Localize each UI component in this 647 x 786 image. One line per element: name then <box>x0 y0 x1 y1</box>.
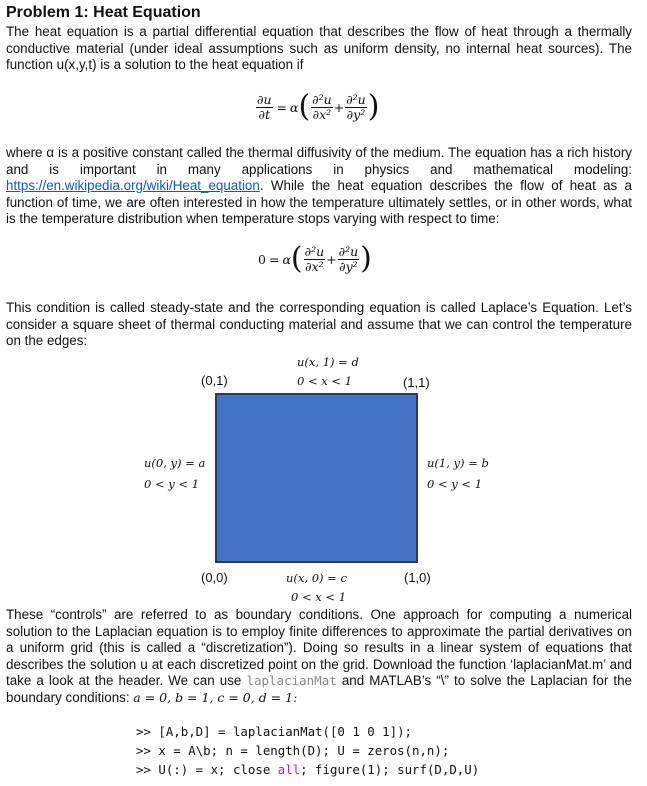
eq2-equals: = <box>268 251 280 267</box>
heat-equation <box>255 89 380 124</box>
p2-before-link: where α is a positive constant called the thermal diffusivity of the medium. The equation has a rich history and is important in many applications in physics and mathematical modeling: <box>6 145 632 177</box>
eq2-open-paren: ( <box>290 241 303 276</box>
code-line-3-b: ; figure(1); surf(D,D,U) <box>300 762 480 777</box>
eq1-term2-num: ∂²u <box>346 91 366 107</box>
diffusivity-paragraph <box>6 145 632 228</box>
right-boundary-range: 0 < y < 1 <box>427 477 483 491</box>
eq1-alpha: α <box>290 99 299 115</box>
eq2-term1-num: ∂²u <box>304 243 325 259</box>
p4-text: These “controls” are referred to as boundary conditions. One approach for computing a numerical solution to the Laplacian equation is to employ finite differences to approximate the partial derivatives on a uniform grid (this is called a “discretization”). Doing so results in a linear system of equations that describes the solution u at each discretized point on the grid. Download the function ‘laplacianMat.m’ and take a look at the header. We can use <box>6 607 632 689</box>
eq2-lhs: 0 <box>258 251 266 267</box>
code-keyword-all: all <box>277 762 301 777</box>
wikipedia-link[interactable]: https://en.wikipedia.org/wiki/Heat_equation <box>6 178 260 194</box>
steady-state-paragraph: This condition is called steady-state and the corresponding equation is called Laplace’s Equation. Let’s consider a square sheet of thermal conducting material and assume that we can control the temperature on the edges: <box>6 300 632 349</box>
eq1-term1-den: ∂x² <box>312 106 332 122</box>
code-line-3-a: >> U(:) = x; close <box>136 762 278 777</box>
eq2-term1 <box>304 245 326 274</box>
top-boundary-range: 0 < x < 1 <box>297 374 353 388</box>
p4-conditions: a = 0, b = 1, c = 0, d = 1: <box>133 689 298 705</box>
eq1-close-paren: ) <box>367 89 380 124</box>
code-line-2: >> x = A\b; n = length(D); U = zeros(n,n); <box>136 743 450 758</box>
eq1-term1-num: ∂²u <box>312 91 332 107</box>
eq2-plus: + <box>326 251 337 267</box>
laplacianmat-inline-code: laplacianMat <box>246 673 337 689</box>
eq2-close-paren: ) <box>360 241 372 276</box>
conducting-sheet <box>215 393 418 563</box>
eq1-open-paren: ( <box>298 89 311 124</box>
eq1-term2-den: ∂y² <box>346 106 366 122</box>
eq2-alpha: α <box>282 251 291 267</box>
p2-after-link: . While the heat equation describes the flow of heat as a function of time, we are often interested in how the temperature ultimately settles, or in other words, what is the temperature distribution when temperature stops varying with respect to time: <box>6 178 632 227</box>
eq1-equals: = <box>276 99 287 115</box>
eq1-lhs-num: ∂u <box>257 91 272 107</box>
right-boundary-condition: u(1, y) = b <box>427 456 489 470</box>
intro-paragraph: The heat equation is a partial differential equation that describes the flow of heat through a thermally conductive material (under ideal assumptions such as uniform density, no internal heat sources). The function u(x,y,t) is a solution to the heat equation if <box>6 24 632 73</box>
boundary-conditions-paragraph <box>6 607 632 707</box>
left-boundary-condition: u(0, y) = a <box>144 456 206 470</box>
eq1-plus: + <box>333 99 345 115</box>
eq2-term2 <box>338 245 360 274</box>
corner-bottom-right: (1,0) <box>404 570 431 585</box>
eq1-lhs-fraction <box>256 93 273 122</box>
problem-title: Problem 1: Heat Equation <box>6 4 201 21</box>
left-boundary-range: 0 < y < 1 <box>144 477 200 491</box>
bottom-boundary-range: 0 < x < 1 <box>291 590 347 604</box>
eq1-term1 <box>311 93 333 122</box>
top-boundary-condition: u(x, 1) = d <box>297 355 359 369</box>
eq1-lhs-den: ∂t <box>258 106 270 122</box>
eq2-term2-den: ∂y² <box>339 258 358 274</box>
eq2-term2-num: ∂²u <box>338 243 359 259</box>
corner-bottom-left: (0,0) <box>201 570 228 585</box>
corner-top-right: (1,1) <box>403 375 430 390</box>
corner-top-left: (0,1) <box>201 373 228 388</box>
eq1-term2 <box>345 93 367 122</box>
code-line-3 <box>136 760 479 779</box>
eq2-term1-den: ∂x² <box>305 258 324 274</box>
p4-text2: and MATLAB’s “\” to solve the Laplacian for the boundary conditions: <box>6 673 632 705</box>
laplace-equation <box>258 241 372 276</box>
code-line-1: >> [A,b,D] = laplacianMat([0 1 0 1]); <box>136 724 413 739</box>
bottom-boundary-condition: u(x, 0) = c <box>286 571 347 585</box>
